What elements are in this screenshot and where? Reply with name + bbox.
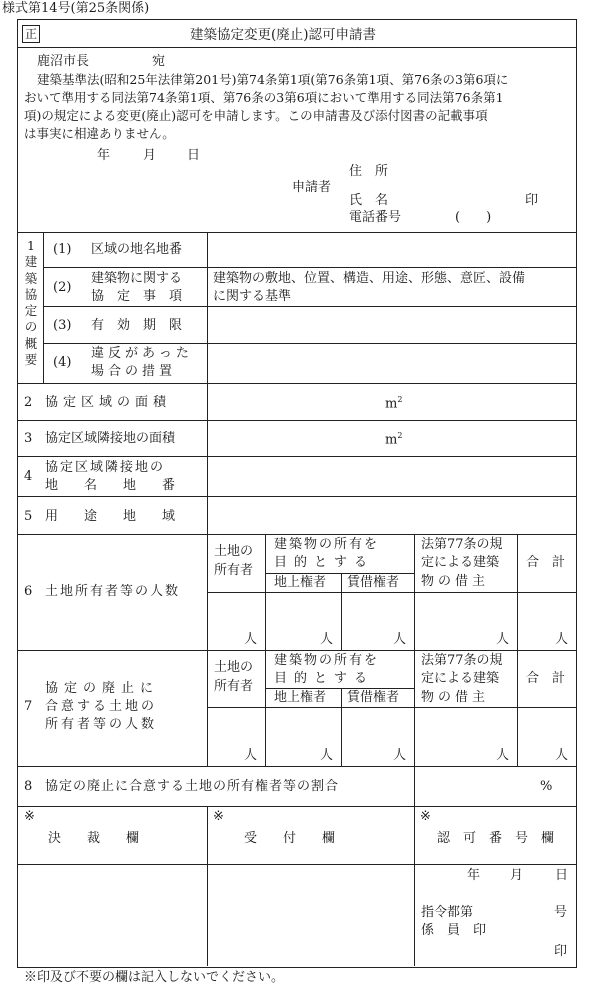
row7-label-c: 所有者等の人数 bbox=[45, 717, 158, 732]
row6-land-owner-a: 土地の bbox=[214, 544, 254, 559]
row6-total: 合 計 bbox=[526, 555, 566, 570]
applicant-seal: 印 bbox=[525, 193, 539, 208]
row7-num: 7 bbox=[24, 699, 33, 714]
row7-unit-4: 人 bbox=[496, 748, 510, 763]
row1-4-label-a: 違反があった bbox=[91, 346, 193, 361]
row2-unit: $m^2$ bbox=[385, 395, 403, 412]
row1-2-value-a: 建築物の敷地、位置、構造、用途、形態、意匠、設備 bbox=[213, 271, 526, 286]
row8-num: 8 bbox=[24, 779, 33, 794]
row6-label: 土地所有者等の人数 bbox=[45, 584, 181, 599]
row8-unit: % bbox=[540, 779, 553, 794]
permit-number-column-label: 認 可 番 号 欄 bbox=[437, 831, 555, 846]
statement-line-2: おいて準用する同法第74条第1項、第76条の3第6項において準用する同法第76条第1 bbox=[24, 90, 504, 105]
stamp-box: 正 bbox=[22, 25, 40, 43]
section1-vertical-label: 1 建 築 協 定 の 概 要 bbox=[24, 238, 38, 368]
applicant-name-label: 氏 名 bbox=[349, 193, 389, 208]
row7-unit-3: 人 bbox=[393, 748, 407, 763]
row6-article77-c: 物の借主 bbox=[421, 574, 490, 589]
row7-building-purpose-b: 目的とする bbox=[274, 671, 375, 686]
applicant-label: 申請者 bbox=[292, 180, 332, 195]
addressee: 鹿沼市長 bbox=[37, 54, 90, 69]
row4-label-b: 地 名 地 番 bbox=[45, 478, 176, 493]
permit-day: 日 bbox=[555, 868, 569, 883]
date-day: 日 bbox=[187, 148, 201, 163]
row6-article77-a: 法第77条の規 bbox=[421, 537, 503, 552]
row7-unit-1: 人 bbox=[244, 748, 258, 763]
directive-label: 指令都第 bbox=[421, 905, 474, 920]
row6-building-purpose-a: 建築物の所有を bbox=[274, 537, 380, 552]
row7-unit-5: 人 bbox=[555, 748, 569, 763]
permit-year: 年 bbox=[467, 868, 481, 883]
row6-unit-5: 人 bbox=[555, 632, 569, 647]
permit-mark: ※ bbox=[420, 809, 431, 824]
row7-unit-2: 人 bbox=[320, 748, 334, 763]
applicant-phone-label: 電話番号 bbox=[349, 210, 402, 225]
row4-num: 4 bbox=[24, 469, 33, 484]
date-year: 年 bbox=[97, 148, 111, 163]
row1-2-label-b: 協 定 事 項 bbox=[91, 289, 183, 304]
row6-unit-1: 人 bbox=[244, 632, 258, 647]
row3-label: 協定区域隣接地の面積 bbox=[45, 431, 176, 446]
row7-building-purpose-a: 建築物の所有を bbox=[274, 653, 380, 668]
row7-lease-right: 賃借権者 bbox=[347, 690, 400, 705]
row6-building-purpose-b: 目的とする bbox=[274, 555, 375, 570]
date-month: 月 bbox=[143, 148, 157, 163]
row1-4-label-b: 場合の措置 bbox=[91, 364, 177, 379]
row7-article77-a: 法第77条の規 bbox=[421, 653, 503, 668]
row6-land-owner-b: 所有者 bbox=[214, 563, 254, 578]
row7-article77-b: 定による建築 bbox=[421, 671, 500, 686]
row1-1-num: (1) bbox=[53, 242, 72, 257]
row6-surface-right: 地上権者 bbox=[274, 575, 327, 590]
directive-number-suffix: 号 bbox=[554, 905, 568, 920]
row4-label-a: 協定区域隣接地の bbox=[45, 460, 166, 475]
row1-2-num: (2) bbox=[53, 280, 72, 295]
addressee-suffix: 宛 bbox=[152, 54, 166, 69]
row7-land-owner-b: 所有者 bbox=[214, 679, 254, 694]
row3-unit: $m^2$ bbox=[385, 431, 403, 448]
row2-label: 協定区域の面積 bbox=[45, 395, 172, 410]
row7-label-b: 合意する土地の bbox=[45, 699, 158, 714]
statement-line-4: は事実に相違ありません。 bbox=[24, 126, 175, 141]
row1-3-num: (3) bbox=[53, 318, 72, 333]
staff-seal-label: 係 員 印 bbox=[421, 923, 487, 938]
applicant-address-label: 住 所 bbox=[349, 164, 389, 179]
applicant-phone-paren: ( ) bbox=[455, 210, 492, 225]
row1-2-label-a: 建築物に関する bbox=[91, 271, 183, 286]
row6-article77-b: 定による建築 bbox=[421, 555, 500, 570]
staff-seal-mark: 印 bbox=[554, 944, 568, 959]
row6-num: 6 bbox=[24, 584, 33, 599]
row1-4-num: (4) bbox=[53, 355, 72, 370]
row7-total: 合 計 bbox=[526, 671, 566, 686]
form-title: 建築協定変更(廃止)認可申請書 bbox=[190, 27, 377, 43]
statement-line-3: 項)の規定による変更(廃止)認可を申請します。この申請書及び添付図書の記載事項 bbox=[24, 108, 488, 123]
row5-num: 5 bbox=[24, 509, 33, 524]
row7-label-a: 協定の廃止に bbox=[45, 681, 160, 696]
row6-lease-right: 賃借権者 bbox=[347, 575, 400, 590]
row3-num: 3 bbox=[24, 431, 33, 446]
statement-line-1: 建築基準法(昭和25年法律第201号)第74条第1項(第76条第1項、第76条の3第6項に bbox=[37, 72, 509, 87]
row6-unit-3: 人 bbox=[393, 632, 407, 647]
reception-mark: ※ bbox=[213, 809, 224, 824]
decision-mark: ※ bbox=[24, 809, 35, 824]
row1-1-label: 区域の地名地番 bbox=[91, 242, 183, 257]
row1-2-value-b: に関する基準 bbox=[213, 289, 292, 304]
row7-surface-right: 地上権者 bbox=[274, 690, 327, 705]
decision-column-label: 決 裁 欄 bbox=[48, 831, 140, 846]
row6-unit-2: 人 bbox=[320, 632, 334, 647]
row5-label: 用 途 地 域 bbox=[45, 509, 176, 524]
row8-label: 協定の廃止に合意する土地の所有権者等の割合 bbox=[45, 779, 340, 794]
row7-land-owner-a: 土地の bbox=[214, 660, 254, 675]
row2-num: 2 bbox=[24, 395, 33, 410]
row6-unit-4: 人 bbox=[496, 632, 510, 647]
row7-article77-c: 物の借主 bbox=[421, 690, 490, 705]
row1-3-label: 有 効 期 限 bbox=[91, 318, 183, 333]
permit-month: 月 bbox=[510, 868, 524, 883]
form-number: 様式第14号(第25条関係) bbox=[2, 1, 150, 16]
footnote: ※印及び不要の欄は記入しないでください。 bbox=[24, 970, 285, 985]
reception-column-label: 受 付 欄 bbox=[244, 831, 336, 846]
